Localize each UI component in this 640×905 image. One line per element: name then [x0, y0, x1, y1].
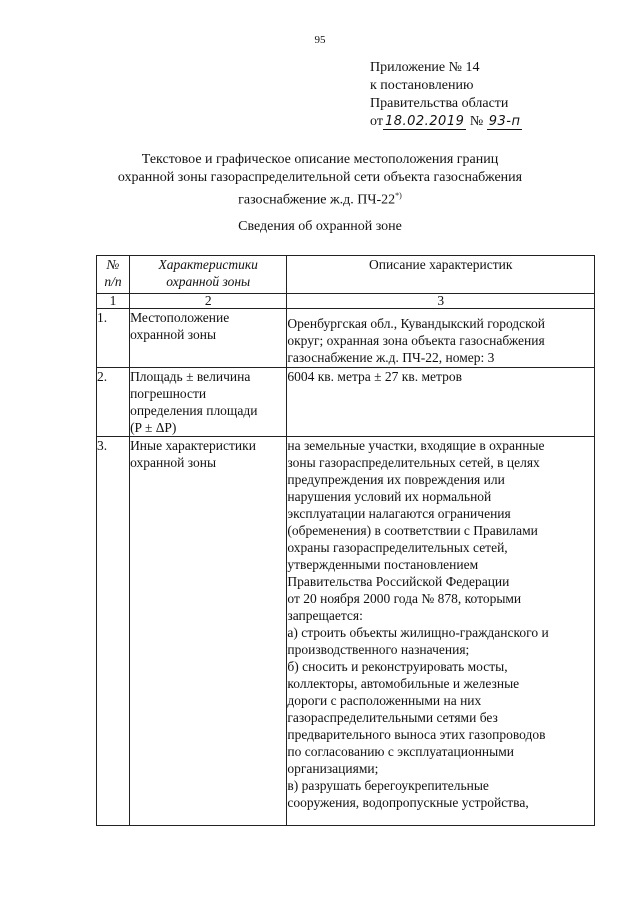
header-description: Описание характеристик — [287, 256, 595, 294]
description-line: в) разрушать берегоукрепительные — [287, 778, 489, 793]
description-line: (обременения) в соответствии с Правилами — [287, 523, 538, 538]
description-line: округ; охранная зона объекта газоснабжения — [287, 333, 545, 348]
description-line: газоснабжение ж.д. ПЧ-22, номер: 3 — [287, 350, 495, 365]
description-line: б) сносить и реконструировать мосты, — [287, 659, 508, 674]
characteristic-line: охранной зоны — [130, 327, 217, 342]
row-characteristic — [130, 309, 287, 368]
row-description — [287, 309, 595, 368]
description-line: газораспределительными сетями без — [287, 710, 498, 725]
description-line: по согласованию с эксплуатационными — [287, 744, 514, 759]
description-line: 6004 кв. метра ± 27 кв. метров — [287, 369, 462, 384]
column-number-row — [97, 294, 595, 309]
table-row — [97, 309, 595, 368]
description-line: охраны газораспределительных сетей, — [287, 540, 508, 555]
table-row — [97, 368, 595, 437]
row-characteristic — [130, 368, 287, 437]
column-number-1: 1 — [97, 294, 130, 309]
table-row — [97, 437, 595, 826]
characteristic-line: погрешности — [130, 386, 207, 401]
zone-info-table — [96, 255, 595, 826]
characteristic-line: (P ± ΔP) — [130, 420, 177, 435]
row-number: 3. — [97, 437, 130, 826]
appendix-line-3: Правительства области — [370, 96, 509, 111]
date-prefix: от — [370, 114, 383, 129]
row-description — [287, 368, 595, 437]
description-line: зоны газораспределительных сетей, в целях — [287, 455, 540, 470]
row-description — [287, 437, 595, 826]
appendix-block — [370, 59, 522, 131]
description-line: запрещается: — [287, 608, 363, 623]
description-line: коллекторы, автомобильные и железные — [287, 676, 520, 691]
description-line: на земельные участки, входящие в охранные — [287, 438, 545, 453]
number-prefix: № — [469, 114, 484, 129]
characteristic-line: Иные характеристики — [130, 438, 256, 453]
characteristic-line: Местоположение — [130, 310, 230, 325]
appendix-line-1: Приложение № 14 — [370, 60, 480, 75]
description-line: от 20 ноября 2000 года № 878, которыми — [287, 591, 522, 606]
row-characteristic — [130, 437, 287, 826]
description-line: Оренбургская обл., Кувандыкский городской — [287, 316, 546, 331]
section-subtitle: Сведения об охранной зоне — [238, 219, 402, 234]
description-line: нарушения условий их нормальной — [287, 489, 492, 504]
header-characteristics-line-1: Характеристики — [158, 257, 258, 272]
description-line: предварительного выноса этих газопроводов — [287, 727, 546, 742]
characteristic-line: определения площади — [130, 403, 258, 418]
appendix-line-2: к постановлению — [370, 78, 474, 93]
description-line: эксплуатации налагаются ограничения — [287, 506, 511, 521]
row-number: 2. — [97, 368, 130, 437]
column-number-2: 2 — [130, 294, 287, 309]
table-header-row — [97, 256, 595, 294]
description-line: производственного назначения; — [287, 642, 470, 657]
row-number: 1. — [97, 309, 130, 368]
description-line: дороги с расположенными на них — [287, 693, 482, 708]
description-line: организациями; — [287, 761, 379, 776]
handwritten-number: 93-п — [488, 114, 521, 129]
characteristic-line: Площадь ± величина — [130, 369, 251, 384]
appendix-date-line — [370, 113, 522, 131]
title-line-1: Текстовое и графическое описание местоположения границ — [141, 152, 499, 167]
description-line: предупреждения их повреждения или — [287, 472, 505, 487]
description-line: Правительства Российской Федерации — [287, 574, 510, 589]
header-number-line-1: № — [106, 257, 120, 272]
page-number: 95 — [314, 34, 326, 46]
column-number-3: 3 — [287, 294, 595, 309]
handwritten-date: 18.02.2019 — [384, 114, 465, 129]
description-line: утвержденными постановлением — [287, 557, 479, 572]
document-title — [60, 151, 580, 210]
footnote-mark: *) — [395, 191, 402, 200]
header-characteristics-line-2: охранной зоны — [166, 274, 251, 289]
title-line-3 — [60, 187, 580, 210]
header-number-line-2: п/п — [104, 274, 122, 289]
description-line: а) строить объекты жилищно-гражданского и — [287, 625, 549, 640]
title-line-3-text: газоснабжение ж.д. ПЧ-22 — [238, 192, 396, 208]
title-line-2: охранной зоны газораспределительной сети объекта газоснабжения — [117, 170, 523, 185]
header-number — [97, 256, 130, 294]
description-line: сооружения, водопропускные устройства, — [287, 795, 529, 810]
header-characteristics — [130, 256, 287, 294]
characteristic-line: охранной зоны — [130, 455, 217, 470]
